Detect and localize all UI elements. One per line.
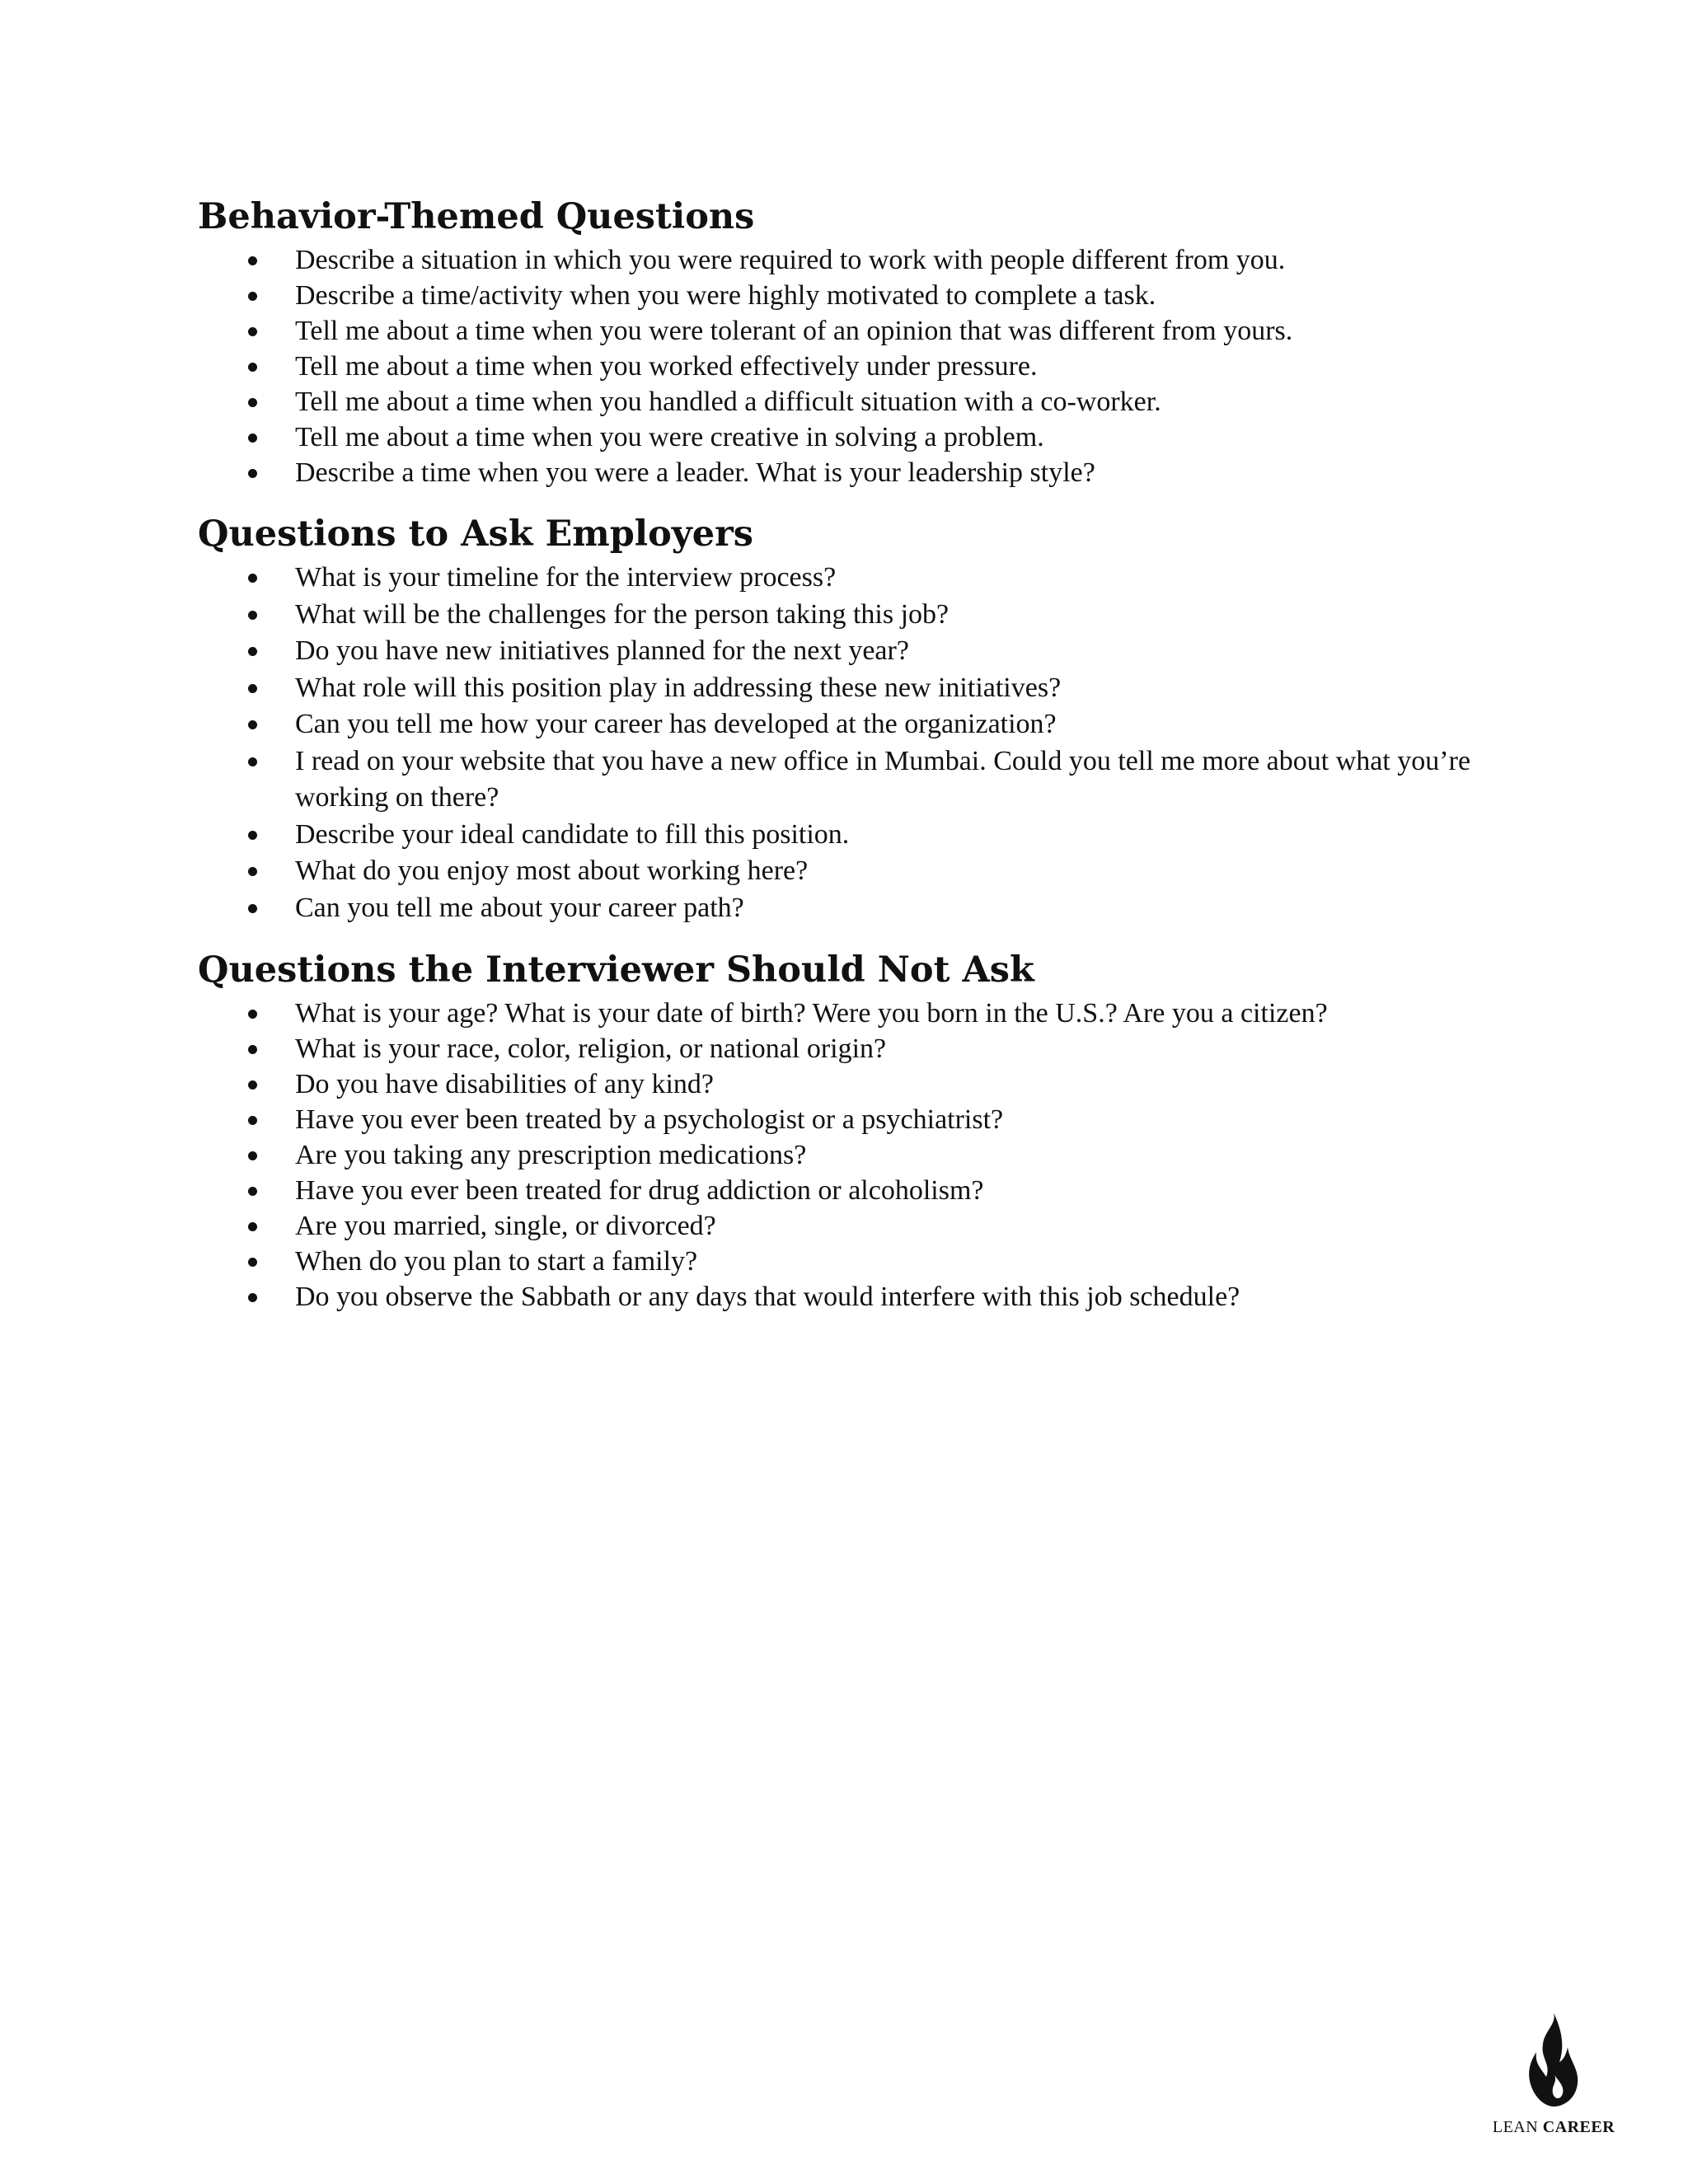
list-item: What will be the challenges for the person taking this job? [198, 597, 1500, 634]
list-item: Describe a time when you were a leader. What is your leadership style? [198, 455, 1500, 490]
lean-career-logo [1488, 2011, 1620, 2137]
list-item: Do you have new initiatives planned for the next year? [198, 633, 1500, 670]
logo-text-bold: CAREER [1542, 2118, 1615, 2136]
list-item: What do you enjoy most about working here? [198, 853, 1500, 890]
section-heading: Questions to Ask Employers [198, 513, 754, 555]
section-questions-to-ask-employers [198, 512, 1500, 926]
list-item: Tell me about a time when you were creative in solving a problem. [198, 419, 1500, 455]
list-item: Describe your ideal candidate to fill this position. [198, 817, 1500, 854]
list-item: Do you observe the Sabbath or any days that would interfere with this job schedule? [198, 1279, 1500, 1315]
list-item: Can you tell me how your career has developed at the organization? [198, 706, 1500, 743]
list-item: Have you ever been treated by a psychologist or a psychiatrist? [198, 1102, 1500, 1137]
section-questions-not-to-ask [198, 948, 1500, 1315]
section-heading: Behavior-Themed Questions [198, 196, 755, 237]
list-item: Tell me about a time when you handled a difficult situation with a co-worker. [198, 384, 1500, 419]
bullet-list [198, 996, 1500, 1315]
list-item: What is your race, color, religion, or national origin? [198, 1031, 1500, 1066]
list-item: Do you have disabilities of any kind? [198, 1066, 1500, 1102]
bullet-list [198, 560, 1500, 926]
list-item: Have you ever been treated for drug addiction or alcoholism? [198, 1173, 1500, 1208]
list-item: When do you plan to start a family? [198, 1244, 1500, 1279]
document-body [198, 194, 1500, 1336]
bullet-list [198, 242, 1500, 490]
list-item: What is your timeline for the interview process? [198, 560, 1500, 597]
list-item: Are you married, single, or divorced? [198, 1208, 1500, 1244]
list-item: Can you tell me about your career path? [198, 890, 1500, 927]
list-item: What role will this position play in addressing these new initiatives? [198, 670, 1500, 707]
list-item: Describe a time/activity when you were highly motivated to complete a task. [198, 278, 1500, 313]
list-item: What is your age? What is your date of birth? Were you born in the U.S.? Are you a citizen? [198, 996, 1500, 1031]
list-item: Are you taking any prescription medications? [198, 1137, 1500, 1173]
logo-wordmark [1488, 2118, 1620, 2137]
list-item: Describe a situation in which you were required to work with people different from you. [198, 242, 1500, 278]
list-item: I read on your website that you have a new office in Mumbai. Could you tell me more about what you’re working on there? [198, 743, 1500, 817]
logo-text-light: LEAN [1492, 2118, 1543, 2136]
section-behavior-questions [198, 194, 1500, 490]
section-heading: Questions the Interviewer Should Not Ask [198, 949, 1034, 991]
list-item: Tell me about a time when you worked effectively under pressure. [198, 349, 1500, 384]
list-item: Tell me about a time when you were tolerant of an opinion that was different from yours. [198, 313, 1500, 349]
flame-icon [1526, 2011, 1581, 2108]
